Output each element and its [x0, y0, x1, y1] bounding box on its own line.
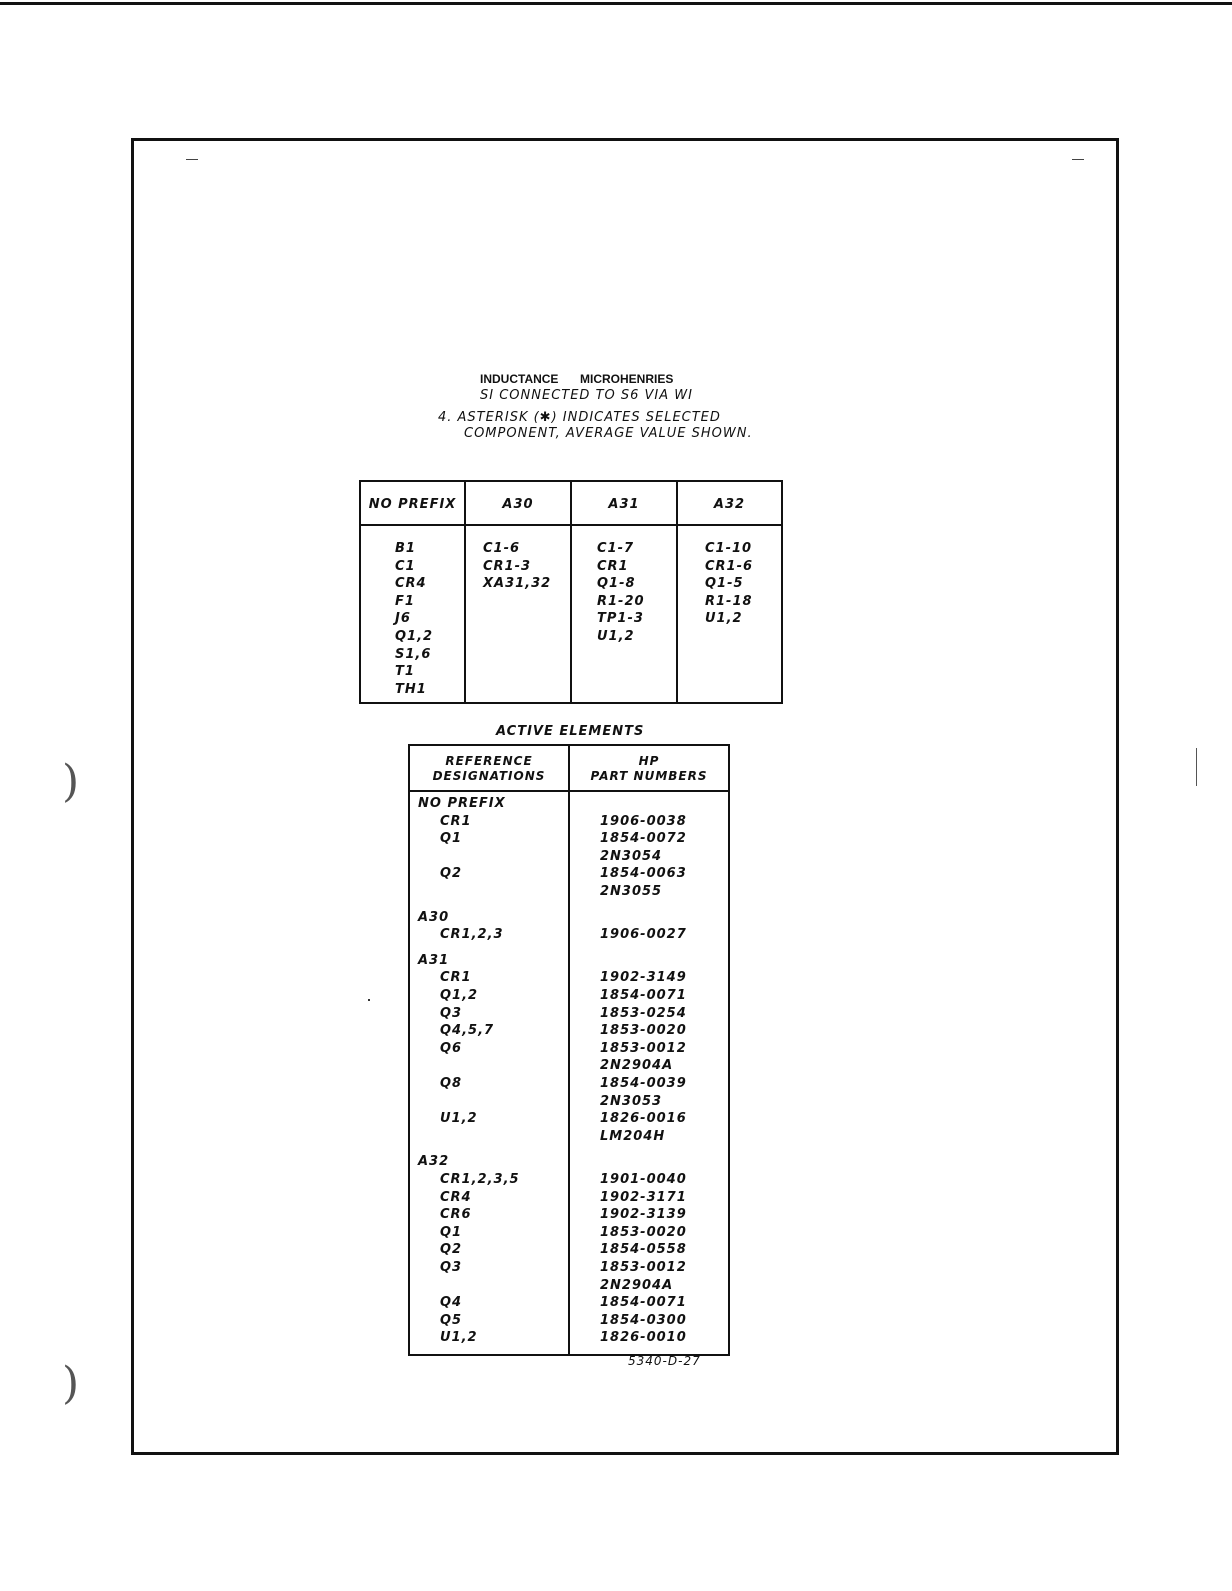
prefix-cell: CR1-6 — [705, 558, 754, 574]
prefix-column-a30 — [483, 540, 551, 593]
group-label: NO PREFIX — [418, 796, 506, 811]
part-number: 1853-0254 — [600, 1005, 687, 1021]
reference-designation: U1,2 — [440, 1111, 478, 1127]
note-line-3: COMPONENT, AVERAGE VALUE SHOWN. — [464, 426, 753, 441]
prefix-header-a31: A31 — [608, 497, 640, 512]
part-number: 2N2904A — [600, 1058, 674, 1074]
header-part-line-1: HP — [638, 754, 660, 768]
prefix-cell: C1 — [395, 558, 416, 574]
reference-designation: Q6 — [440, 1040, 463, 1056]
note-line-2: 4. ASTERISK (✱) INDICATES SELECTED — [438, 410, 721, 425]
part-number: 1853-0020 — [600, 1224, 687, 1240]
prefix-table — [359, 480, 783, 704]
prefix-column-a31 — [597, 540, 645, 646]
margin-mark — [1196, 748, 1197, 786]
part-number: 1902-3139 — [600, 1207, 687, 1223]
reference-designation: CR1 — [440, 813, 472, 829]
notes-inductance-label: INDUCTANCE — [480, 372, 559, 386]
header-reference-line-1: REFERENCE — [445, 754, 533, 768]
speck — [368, 999, 370, 1001]
prefix-cell: C1-6 — [483, 541, 521, 556]
part-number: 1901-0040 — [600, 1172, 687, 1187]
reference-designation: Q4 — [440, 1295, 463, 1311]
part-number: 1853-0020 — [600, 1023, 687, 1039]
reference-designation: Q8 — [440, 1076, 463, 1091]
part-number: 1854-0072 — [600, 831, 687, 847]
part-number: 1854-0071 — [600, 988, 687, 1003]
part-number: 1854-0039 — [600, 1076, 687, 1091]
reference-designation: CR4 — [440, 1189, 472, 1205]
active-elements-divider — [568, 746, 570, 1354]
part-number: 1854-0063 — [600, 866, 687, 882]
group-label: A30 — [418, 909, 450, 925]
reference-designation: CR6 — [440, 1207, 472, 1223]
header-reference-designations — [410, 754, 568, 784]
prefix-cell: Q1-5 — [705, 576, 744, 592]
prefix-cell: C1-10 — [705, 541, 753, 556]
reference-designation: CR1,2,3,5 — [440, 1172, 520, 1187]
prefix-cell: CR1-3 — [483, 558, 532, 574]
top-rule — [0, 2, 1232, 5]
prefix-cell: TP1-3 — [597, 611, 644, 627]
reference-designation: Q2 — [440, 1242, 463, 1258]
prefix-cell: C1-7 — [597, 541, 635, 556]
part-number: 1854-0071 — [600, 1295, 687, 1311]
part-number: 2N2904A — [600, 1277, 674, 1293]
binder-hole-mark-upper: ) — [62, 756, 80, 807]
part-number: 2N3054 — [600, 848, 663, 864]
corner-tick-left — [186, 159, 198, 160]
prefix-cell: J6 — [395, 611, 411, 627]
part-number: 1854-0558 — [600, 1242, 687, 1258]
part-number: 1902-3171 — [600, 1189, 687, 1205]
prefix-header-a32: A32 — [713, 497, 746, 512]
prefix-cell: XA31,32 — [483, 576, 552, 592]
prefix-cell: Q1-8 — [597, 576, 636, 592]
header-part-line-2: PART NUMBERS — [590, 769, 708, 783]
prefix-column-no-prefix — [395, 540, 433, 698]
part-number: 1906-0038 — [600, 813, 687, 829]
prefix-cell: R1-20 — [597, 593, 645, 609]
prefix-cell: Q1,2 — [395, 628, 434, 644]
reference-designation: Q5 — [440, 1312, 463, 1328]
part-number: 1902-3149 — [600, 970, 687, 986]
reference-designation: U1,2 — [440, 1330, 478, 1346]
group-label: A32 — [418, 1154, 450, 1170]
part-number: 2N3055 — [600, 884, 663, 899]
drawing-number: 5340-D-27 — [628, 1354, 701, 1368]
active-elements-table — [408, 744, 730, 1356]
reference-designation: CR1,2,3 — [440, 927, 504, 943]
part-number: 1906-0027 — [600, 927, 687, 943]
prefix-cell: F1 — [395, 593, 415, 609]
prefix-cell: U1,2 — [705, 611, 743, 627]
prefix-cell: T1 — [395, 664, 415, 680]
prefix-cell: CR1 — [597, 558, 629, 574]
prefix-header-no-prefix: NO PREFIX — [368, 497, 457, 512]
reference-designation: CR1 — [440, 970, 472, 986]
part-number: 1853-0012 — [600, 1040, 687, 1056]
prefix-cell: B1 — [395, 541, 416, 556]
reference-designation: Q3 — [440, 1005, 463, 1021]
header-reference-line-2: DESIGNATIONS — [432, 769, 546, 783]
part-number: 2N3053 — [600, 1093, 663, 1109]
prefix-cell: R1-18 — [705, 593, 753, 609]
prefix-cell: TH1 — [395, 681, 427, 697]
reference-designation: Q2 — [440, 866, 463, 882]
prefix-table-divider — [676, 482, 678, 702]
part-number: 1826-0016 — [600, 1111, 687, 1127]
corner-tick-right — [1072, 159, 1084, 160]
active-elements-title: ACTIVE ELEMENTS — [496, 724, 645, 739]
prefix-cell: U1,2 — [597, 628, 635, 644]
notes-microhenries-label: MICROHENRIES — [580, 372, 674, 386]
header-hp-part-numbers — [570, 754, 728, 784]
part-number: 1854-0300 — [600, 1312, 687, 1328]
prefix-cell: S1,6 — [395, 646, 432, 662]
reference-designation: Q4,5,7 — [440, 1023, 495, 1039]
prefix-table-divider — [464, 482, 466, 702]
prefix-header-a30: A30 — [502, 497, 534, 512]
group-label: A31 — [418, 952, 450, 968]
reference-designation: Q3 — [440, 1260, 463, 1275]
prefix-table-divider — [570, 482, 572, 702]
binder-hole-mark-lower: ) — [62, 1358, 80, 1409]
prefix-column-a32 — [705, 540, 753, 628]
reference-designation: Q1 — [440, 831, 463, 847]
reference-designation: Q1,2 — [440, 988, 479, 1003]
part-number: LM204H — [600, 1128, 666, 1144]
prefix-cell: CR4 — [395, 576, 427, 592]
part-number: 1853-0012 — [600, 1260, 687, 1275]
reference-designation: Q1 — [440, 1224, 463, 1240]
note-line-1: SI CONNECTED TO S6 VIA WI — [480, 388, 693, 403]
part-number: 1826-0010 — [600, 1330, 687, 1346]
